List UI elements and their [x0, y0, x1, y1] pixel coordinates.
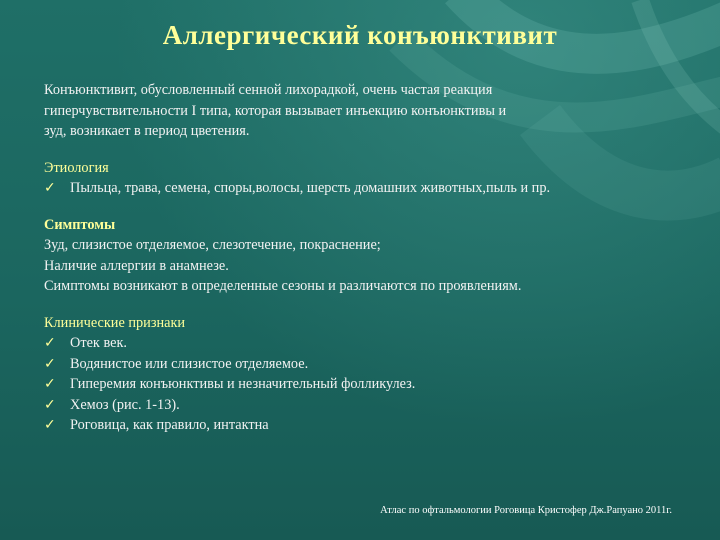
intro-paragraph	[44, 80, 694, 142]
etiology-section	[44, 158, 694, 199]
intro-line: гиперчувствительности I типа, которая вызывает инъекцию конъюнктивы и	[44, 102, 507, 119]
symptoms-section	[44, 215, 694, 297]
symptoms-line: Зуд, слизистое отделяемое, слезотечение, покраснение;	[44, 237, 381, 253]
list-item	[44, 415, 694, 436]
symptoms-heading: Симптомы	[44, 216, 116, 233]
list-item-text: Пыльца, трава, семена, споры,волосы, шерсть домашних животных,пыль и пр.	[70, 180, 551, 196]
list-item	[44, 178, 694, 199]
checkmark-icon: ✓	[44, 417, 56, 433]
checkmark-icon: ✓	[44, 396, 56, 413]
intro-line: Конъюнктивит, обусловленный сенной лихорадкой, очень частая реакция	[44, 82, 493, 98]
list-item	[44, 354, 694, 375]
list-item	[44, 333, 694, 354]
list-item-text: Гиперемия конъюнктивы и незначительный фолликулез.	[70, 376, 416, 392]
list-item-text: Отек век.	[70, 335, 127, 351]
checkmark-icon: ✓	[44, 180, 56, 196]
symptoms-line: Симптомы возникают в определенные сезоны и различаются по проявлениям.	[44, 278, 522, 294]
slide-content	[44, 80, 694, 436]
list-item-text: Роговица, как правило, интактна	[70, 417, 269, 433]
clinical-heading: Клинические признаки	[44, 314, 186, 331]
list-item-text: Хемоз (рис. 1-13).	[70, 396, 180, 413]
clinical-section	[44, 313, 694, 436]
list-item	[44, 374, 694, 395]
symptoms-line: Наличие аллергии в анамнезе.	[44, 257, 229, 274]
etiology-heading: Этиология	[44, 159, 109, 176]
checkmark-icon: ✓	[44, 355, 56, 372]
intro-line: зуд, возникает в период цветения.	[44, 123, 250, 139]
checkmark-icon: ✓	[44, 335, 56, 351]
checkmark-icon: ✓	[44, 376, 56, 392]
list-item-text: Водянистое или слизистое отделяемое.	[70, 355, 309, 372]
list-item	[44, 395, 694, 416]
slide-title: Аллергический конъюнктивит	[162, 20, 558, 50]
source-citation: Атлас по офтальмологии Роговица Кристофер Дж.Рапуано 2011г.	[380, 505, 672, 516]
